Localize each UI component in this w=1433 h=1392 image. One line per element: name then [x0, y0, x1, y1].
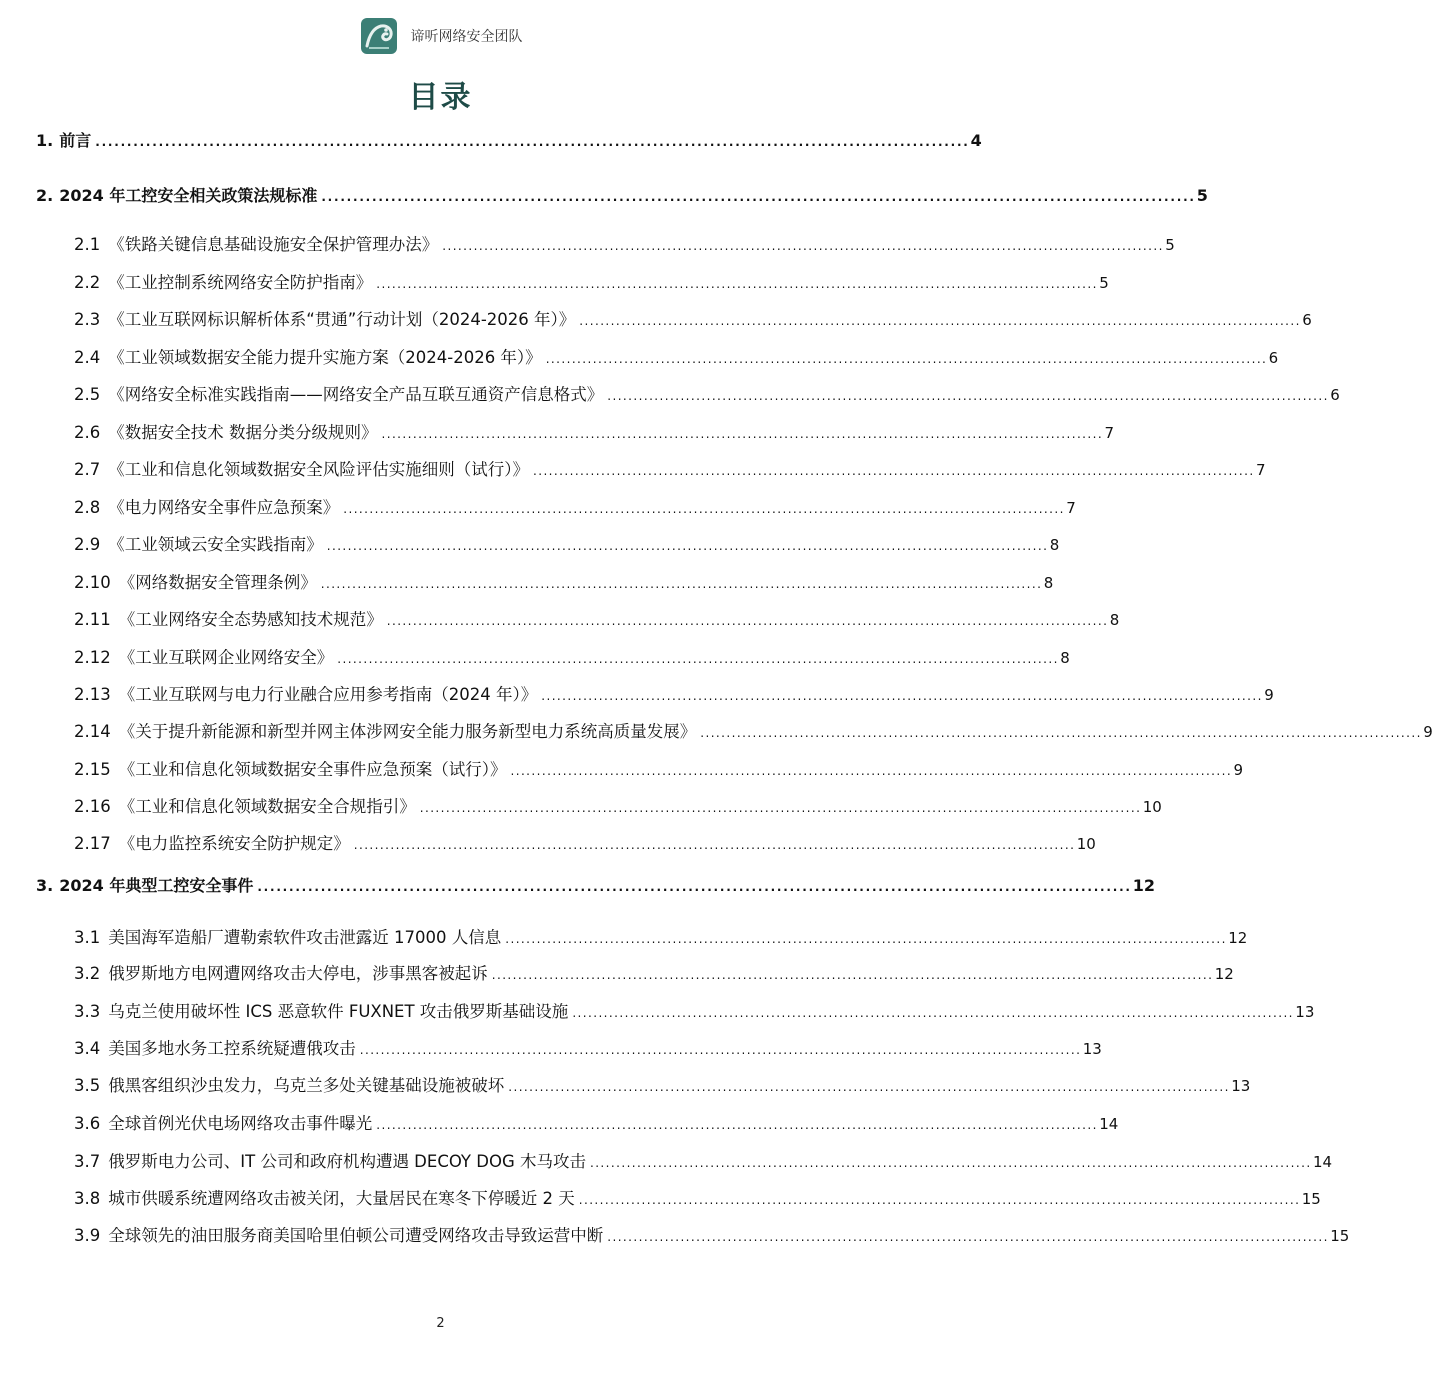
toc-entry-number: 3.8 [74, 1189, 101, 1208]
toc-entry-number: 3.2 [74, 964, 101, 983]
dot-leader [607, 384, 1326, 408]
toc-entry[interactable] [36, 874, 1156, 898]
dot-leader [327, 534, 1046, 558]
toc-entry-number: 3.1 [74, 928, 101, 947]
toc-entry[interactable] [74, 1187, 1321, 1211]
toc-entry[interactable] [74, 346, 1279, 370]
dot-leader [511, 759, 1230, 783]
toc-entry-number: 2.5 [74, 385, 101, 404]
toc-entry-title: 俄罗斯电力公司、IT 公司和政府机构遭遇 DECOY DOG 木马攻击 [108, 1152, 586, 1171]
toc-entry-number: 2.6 [74, 423, 101, 442]
toc-entry-number: 2.12 [74, 648, 111, 667]
toc-entry-page: 8 [1109, 611, 1120, 629]
toc-entry-number: 1. [36, 131, 54, 150]
toc-entry-title: 《工业和信息化领域数据安全合规指引》 [118, 797, 416, 816]
toc-entry-page: 4 [970, 131, 982, 150]
toc-entry-page: 12 [1228, 929, 1248, 947]
dot-leader [376, 272, 1095, 296]
toc-entry-number: 2.7 [74, 460, 101, 479]
toc-entry-page: 15 [1330, 1227, 1350, 1245]
dot-leader [492, 963, 1211, 987]
toc-entry-number: 3.3 [74, 1002, 101, 1021]
toc-entry[interactable] [74, 832, 1096, 856]
toc-entry[interactable] [74, 758, 1244, 782]
toc-entry-page: 13 [1231, 1077, 1251, 1095]
page-title: 目录 [408, 80, 473, 115]
toc-entry-number: 2.10 [74, 573, 111, 592]
toc-entry[interactable] [74, 962, 1234, 986]
toc-entry[interactable] [74, 646, 1070, 670]
toc-entry-number: 2.4 [74, 348, 101, 367]
toc-entry-number: 2.8 [74, 498, 101, 517]
toc-entry[interactable] [74, 271, 1109, 295]
toc-entry-number: 3.7 [74, 1152, 101, 1171]
page-header [0, 14, 881, 58]
toc-entry[interactable] [74, 383, 1340, 407]
toc-entry[interactable] [36, 129, 982, 153]
toc-entry-number: 2.1 [74, 235, 101, 254]
toc-entry[interactable] [74, 533, 1060, 557]
toc-entry-title: 《网络安全标准实践指南——网络安全产品互联互通资产信息格式》 [108, 385, 604, 404]
toc-entry-number: 3.6 [74, 1114, 101, 1133]
toc-entry-page: 10 [1076, 835, 1096, 853]
toc-entry-page: 9 [1264, 686, 1274, 704]
dot-leader [533, 459, 1252, 483]
toc-entry-number: 2.15 [74, 760, 111, 779]
dot-leader [579, 1188, 1298, 1212]
toc-entry-page: 13 [1082, 1040, 1102, 1058]
toc-entry[interactable] [74, 1037, 1102, 1061]
toc-entry-number: 2.11 [74, 610, 111, 629]
dot-leader [442, 234, 1161, 258]
toc-entry[interactable] [74, 1224, 1350, 1248]
dot-leader [579, 309, 1298, 333]
toc-entry-title: 《工业和信息化领域数据安全事件应急预案（试行）》 [118, 760, 507, 779]
toc-entry-page: 5 [1099, 274, 1109, 292]
org-name: 谛听网络安全团队 [410, 29, 523, 45]
dot-leader [343, 497, 1062, 521]
toc-entry-page: 5 [1196, 186, 1208, 205]
toc-entry-title: 《电力网络安全事件应急预案》 [108, 498, 340, 517]
dot-leader [572, 1001, 1291, 1025]
toc-entry-title: 全球领先的油田服务商美国哈里伯顿公司遭受网络攻击导致运营中断 [108, 1226, 604, 1245]
dot-leader [95, 130, 966, 154]
dot-leader [700, 721, 1419, 745]
toc-entry-page: 6 [1268, 349, 1279, 367]
toc-entry-page: 6 [1330, 386, 1340, 404]
toc-entry[interactable] [74, 233, 1175, 257]
dot-leader [508, 1075, 1227, 1099]
toc-entry-page: 8 [1060, 649, 1070, 667]
toc-entry-page: 9 [1423, 723, 1433, 741]
toc-entry-number: 2.14 [74, 722, 111, 741]
toc-entry-page: 10 [1142, 798, 1162, 816]
dot-leader [360, 1038, 1079, 1062]
toc-entry-title: 乌克兰使用破坏性 ICS 恶意软件 FUXNET 攻击俄罗斯基础设施 [108, 1002, 569, 1021]
toc-entry-title: 《工业领域云安全实践指南》 [108, 535, 323, 554]
toc-entry-title: 俄黑客组织沙虫发力，乌克兰多处关键基础设施被破坏 [108, 1076, 505, 1095]
toc-entry[interactable] [74, 1150, 1333, 1174]
toc-entry-number: 2.13 [74, 685, 111, 704]
dot-leader [387, 609, 1106, 633]
toc-entry-number: 2.2 [74, 273, 101, 292]
toc-entry[interactable] [74, 421, 1115, 445]
toc-entry-title: 《工业网络安全态势感知技术规范》 [118, 610, 383, 629]
toc-entry-page: 14 [1312, 1153, 1333, 1171]
toc-entry-number: 3. [36, 876, 54, 895]
toc-entry-page: 12 [1132, 876, 1156, 895]
toc-entry-title: 全球首例光伏电场网络攻击事件曝光 [108, 1114, 373, 1133]
dot-leader [607, 1225, 1326, 1249]
dot-leader [337, 647, 1056, 671]
toc-entry-page: 7 [1104, 424, 1115, 442]
toc-entry[interactable] [74, 571, 1054, 595]
dot-leader [382, 422, 1101, 446]
toc-entry-title: 2024 年典型工控安全事件 [59, 876, 254, 895]
dot-leader [257, 875, 1128, 899]
toc-entry-title: 《工业互联网标识解析体系“贯通”行动计划（2024-2026 年）》 [108, 310, 576, 329]
toc-entry-number: 3.4 [74, 1039, 101, 1058]
toc-entry-title: 《工业控制系统网络安全防护指南》 [108, 273, 373, 292]
dragon-logo-icon [359, 16, 399, 56]
toc-entry-title: 前言 [59, 131, 92, 150]
toc-entry-number: 2.16 [74, 797, 111, 816]
dot-leader [321, 572, 1040, 596]
toc-entry-number: 2. [36, 186, 54, 205]
toc-entry-page: 12 [1214, 965, 1234, 983]
toc-entry-number: 2.3 [74, 310, 101, 329]
toc-entry-page: 8 [1049, 536, 1060, 554]
toc-entry[interactable] [74, 683, 1274, 707]
toc-entry[interactable] [74, 1074, 1251, 1098]
toc-entry-title: 美国海军造船厂遭勒索软件攻击泄露近 17000 人信息 [108, 928, 502, 947]
dot-leader [590, 1151, 1309, 1175]
toc-entry-number: 2.9 [74, 535, 101, 554]
toc-entry-page: 14 [1099, 1115, 1119, 1133]
dot-leader [354, 833, 1073, 857]
toc-entry-title: 《工业互联网与电力行业融合应用参考指南（2024 年）》 [118, 685, 538, 704]
toc-entry[interactable] [74, 608, 1120, 632]
toc-entry-title: 《数据安全技术 数据分类分级规则》 [108, 423, 378, 442]
toc-entry-page: 15 [1301, 1190, 1321, 1208]
dot-leader [321, 185, 1192, 209]
toc-entry-title: 城市供暖系统遭网络攻击被关闭，大量居民在寒冬下停暖近 2 天 [108, 1189, 575, 1208]
toc-entry[interactable] [74, 458, 1266, 482]
toc-entry-title: 《工业互联网企业网络安全》 [118, 648, 334, 667]
toc-entry-page: 7 [1066, 499, 1076, 517]
toc-entry[interactable] [74, 496, 1076, 520]
toc-entry-number: 2.17 [74, 834, 111, 853]
toc-entry-number: 3.5 [74, 1076, 101, 1095]
toc-entry-title: 俄罗斯地方电网遭网络攻击大停电，涉事黑客被起诉 [108, 964, 488, 983]
toc-entry-title: 《电力监控系统安全防护规定》 [118, 834, 350, 853]
toc-entry-page: 7 [1255, 461, 1266, 479]
toc-entry-title: 《工业和信息化领域数据安全风险评估实施细则（试行）》 [108, 460, 529, 479]
page-number: 2 [436, 1316, 445, 1331]
toc-entry[interactable] [74, 308, 1312, 332]
toc-entry[interactable] [74, 1112, 1119, 1136]
dot-leader [541, 684, 1260, 708]
toc-entry-number: 3.9 [74, 1226, 101, 1245]
toc-entry[interactable] [74, 795, 1162, 819]
toc-entry-title: 2024 年工控安全相关政策法规标准 [59, 186, 318, 205]
dot-leader [420, 796, 1139, 820]
toc-entry-page: 5 [1165, 236, 1175, 254]
dot-leader [505, 927, 1224, 951]
toc-entry-page: 9 [1233, 761, 1244, 779]
toc-entry-title: 《工业领域数据安全能力提升实施方案（2024-2026 年）》 [108, 348, 542, 367]
toc-entry-title: 美国多地水务工控系统疑遭俄攻击 [108, 1039, 356, 1058]
toc-entry[interactable] [74, 720, 1433, 744]
toc-entry[interactable] [74, 1000, 1315, 1024]
toc-entry-page: 6 [1302, 311, 1312, 329]
toc-entry-page: 13 [1295, 1003, 1315, 1021]
toc-entry[interactable] [36, 184, 1208, 208]
dot-leader [376, 1113, 1095, 1137]
toc-entry-page: 8 [1043, 574, 1054, 592]
toc-entry-title: 《铁路关键信息基础设施安全保护管理办法》 [108, 235, 439, 254]
dot-leader [546, 347, 1265, 371]
toc-entry[interactable] [74, 926, 1248, 950]
toc-entry-title: 《网络数据安全管理条例》 [118, 573, 317, 592]
toc-entry-title: 《关于提升新能源和新型并网主体涉网安全能力服务新型电力系统高质量发展》 [118, 722, 697, 741]
